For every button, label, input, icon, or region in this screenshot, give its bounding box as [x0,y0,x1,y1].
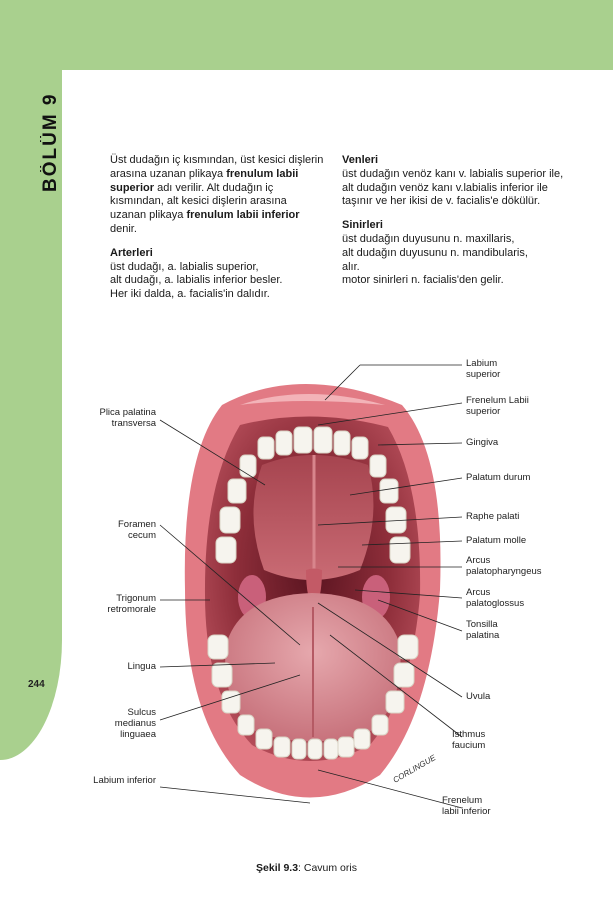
arteries-line: üst dudağı, a. labialis superior, [110,260,259,273]
nerves-line: motor sinirleri n. facialis'den gelir. [342,274,504,287]
oral-cavity-figure [0,345,613,845]
figure-caption [0,862,613,874]
label-labium-inferior: Labium inferior [93,775,156,786]
arteries-heading: Arterleri [110,246,153,259]
intro-text-1: Üst dudağın iç kısmından, üst kesici dişlerin arasına uzanan plikaya [110,154,324,180]
caption-text: : Cavum oris [298,862,357,874]
label-trigonum-retromorale: Trigonum retromorale [107,593,156,615]
label-frenelum-labii-inferior: Frenelum labii inferior [442,795,491,817]
term-frenulum-labii-inferior: frenulum labii inferior [186,209,300,222]
label-plica-palatina-transversa: Plica palatina transversa [99,407,156,429]
nerves-line: alır. [342,260,360,273]
intro-text-2: adı verilir. Alt dudağın iç kısmından, alt kesici dişlerin arasına uzanan plikaya [110,181,287,222]
label-raphe-palati: Raphe palati [466,511,520,522]
signature: CORLINGUE [391,753,438,785]
term-frenulum-labii-superior: frenulum labii superior [110,167,299,194]
veins-text: üst dudağın venöz kanı v. labialis superior ile, alt dudağın venöz kanı v.labialis inferior ile taşınır ve her ikisi de v. facialis'e dökülür. [342,167,564,208]
right-column [342,154,564,288]
chapter-label: BÖLÜM 9 [40,92,61,192]
left-column [110,154,325,302]
caption-prefix: Şekil 9.3 [256,862,299,874]
arteries-line: Her iki dalda, a. facialis'in dalıdır. [110,288,270,301]
label-foramen-cecum: Foramen cecum [117,519,156,541]
intro-text-3: denir. [110,222,137,235]
page-number: 244 [28,679,45,690]
label-gingiva: Gingiva [466,437,499,448]
label-uvula: Uvula [466,691,491,702]
label-sulcus-medianus-linguaea: Sulcus medianus linguaea [114,707,156,740]
label-isthmus-faucium: Isthmus faucium [452,729,486,751]
label-palatum-durum: Palatum durum [466,472,531,483]
nerves-heading: Sinirleri [342,219,383,232]
nerves-line: üst dudağın duyusunu n. maxillaris, [342,232,515,245]
label-tonsilla-palatina: Tonsilla palatina [466,619,500,641]
header-band [0,0,613,70]
intro-paragraph [110,154,325,237]
nerves-line: alt dudağın duyusunu n. mandibularis, [342,246,528,259]
label-arcus-palatopharyngeus: Arcus palatopharyngeus [466,555,542,577]
label-palatum-molle: Palatum molle [466,535,527,546]
veins-heading: Venleri [342,154,379,166]
label-arcus-palatoglossus: Arcus palatoglossus [466,587,525,609]
label-lingua: Lingua [127,661,156,672]
arteries-line: alt dudağı, a. labialis inferior besler. [110,274,283,287]
label-frenelum-labii-superior: Frenelum Labii superior [466,395,529,417]
label-labium-superior: Labium superior [466,358,501,380]
